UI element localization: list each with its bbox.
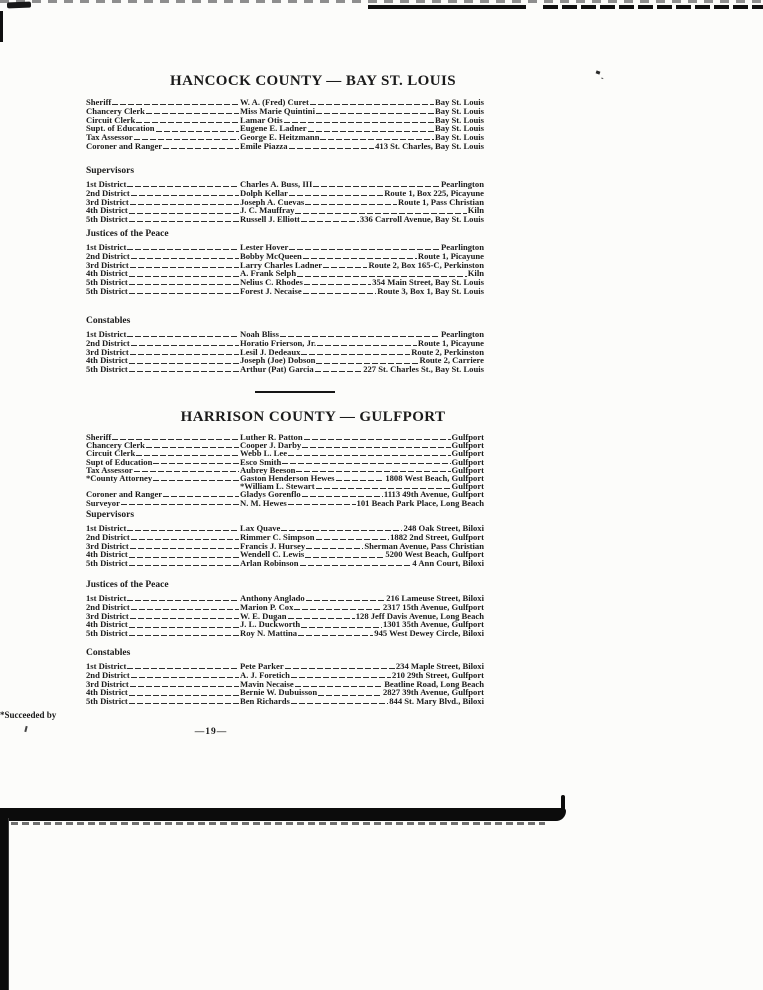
leader-line	[288, 455, 451, 456]
officer-location: Route 1, Pass Christian	[398, 196, 484, 207]
officer-name: Lester Hover	[240, 242, 289, 252]
officer-name: Joseph A. Cuevas	[240, 196, 305, 207]
leader-line	[127, 186, 239, 187]
officer-location: Route 2, Carriere	[419, 355, 484, 366]
officer-name: Wendell C. Lewis	[240, 549, 305, 560]
office-label: Circuit Clerk	[86, 114, 136, 125]
office-label: Supt of Education	[86, 456, 153, 467]
office-label: 4th District	[86, 268, 128, 279]
officer-location: Gulfport	[451, 456, 484, 467]
officer-location: Sherman Avenue, Pass Christian	[364, 540, 484, 551]
office-label: 5th District	[86, 214, 128, 225]
officer-name: J. L. Duckworth	[240, 619, 301, 630]
leader-line	[308, 131, 434, 132]
officer-group	[86, 316, 484, 374]
office-cell	[86, 629, 240, 638]
leader-line	[316, 113, 434, 114]
leader-line	[315, 371, 363, 372]
office-label: 2nd District	[86, 250, 130, 261]
officer-name: A. Frank Selph	[240, 268, 297, 279]
group-heading: Constables	[86, 316, 131, 326]
officer-name: Marion P. Cox	[240, 601, 294, 612]
directory-row-list	[86, 524, 484, 568]
leader-line	[127, 668, 239, 669]
office-label: 3rd District	[86, 678, 129, 689]
leader-line	[129, 565, 239, 566]
office-label: 3rd District	[86, 540, 129, 551]
scan-top-dashed-edge	[0, 0, 763, 3]
office-cell	[86, 697, 240, 706]
leader-line	[131, 609, 239, 610]
office-label: Sheriff	[86, 432, 112, 442]
leader-line	[130, 548, 239, 549]
office-cell	[86, 142, 240, 151]
directory-row	[86, 365, 484, 374]
office-label: 5th District	[86, 558, 128, 569]
leader-line	[305, 204, 397, 205]
leader-line	[298, 635, 373, 636]
leader-line	[301, 627, 382, 628]
directory-row-list	[86, 433, 484, 507]
scan-bottom-left-edge-bar	[0, 818, 11, 990]
office-label: 4th District	[86, 205, 128, 216]
officer-group	[86, 648, 484, 706]
name-location-cell	[240, 142, 484, 151]
officer-name: Miss Marie Quintini	[240, 105, 315, 116]
office-label: 1st District	[86, 523, 127, 533]
office-label: 2nd District	[86, 601, 130, 612]
officer-name: Gaston Henderson Hewes	[240, 472, 335, 483]
leader-line	[131, 345, 239, 346]
leader-line	[153, 463, 239, 464]
office-label: 1st District	[86, 329, 127, 339]
office-label: Coroner and Ranger	[86, 489, 163, 500]
scan-top-black-bar	[368, 5, 526, 9]
office-label: 3rd District	[86, 346, 129, 357]
office-label: Tax Assessor	[86, 132, 133, 143]
leader-line	[131, 195, 239, 196]
office-label: 5th District	[86, 285, 128, 296]
leader-line	[129, 363, 239, 364]
leader-line	[129, 695, 239, 696]
officer-name: Rimmer C. Simpson	[240, 531, 315, 542]
officer-location: Beatline Road, Long Beach	[384, 678, 484, 689]
leader-line	[127, 600, 239, 601]
scan-corner-smudge	[7, 2, 31, 9]
officer-name: Lamar Otis	[240, 114, 283, 125]
officer-location: Bay St. Louis	[435, 132, 484, 143]
leader-line	[127, 530, 239, 531]
leader-line	[302, 496, 383, 497]
officer-location: 227 St. Charles St., Bay St. Louis	[363, 364, 484, 375]
officer-name: Anthony Anglado	[240, 593, 305, 603]
leader-line	[136, 455, 239, 456]
officer-name: Bernie W. Dubuisson	[240, 687, 318, 698]
officer-name: J. C. Mauffray	[240, 205, 295, 216]
directory-row-list	[86, 662, 484, 706]
office-cell	[86, 474, 240, 482]
leader-line	[289, 195, 383, 196]
officer-name: Emile Piazza	[240, 140, 288, 151]
name-location-cell	[240, 697, 484, 706]
officer-name: Horatio Frierson, Jr.	[240, 337, 317, 348]
officer-location: 101 Beach Park Place, Long Beach	[356, 497, 484, 508]
office-label: 4th District	[86, 619, 128, 630]
leader-line	[129, 703, 239, 704]
section-title: HANCOCK COUNTY — BAY ST. LOUIS	[170, 73, 456, 89]
leader-line	[129, 284, 239, 285]
leader-line	[310, 104, 434, 105]
officer-location: Bay St. Louis	[435, 123, 484, 134]
leader-line	[318, 695, 382, 696]
officer-location: 216 Lameuse Street, Biloxi	[386, 593, 484, 603]
leader-line	[130, 354, 239, 355]
leader-line	[127, 336, 239, 337]
leader-line	[285, 668, 395, 669]
office-label: 1st District	[86, 242, 127, 252]
leader-line	[301, 354, 410, 355]
officer-name: Charles A. Buss, III	[240, 179, 313, 189]
office-label: Coroner and Ranger	[86, 140, 163, 151]
officer-name: W. A. (Fred) Curet	[240, 97, 309, 107]
office-label: Chancery Clerk	[86, 440, 145, 451]
officer-group	[86, 166, 484, 224]
leader-line	[289, 148, 375, 149]
officer-name: Lesil J. Dedeaux	[240, 346, 301, 357]
officer-name: Mavin Necaise	[240, 678, 294, 689]
officer-location: 5200 West Beach, Gulfport	[385, 549, 484, 560]
scan-stray-mark	[596, 70, 601, 74]
officer-name: Luther R. Patton	[240, 432, 303, 442]
office-cell	[86, 365, 240, 374]
office-label: Chancery Clerk	[86, 105, 145, 116]
directory-row-list	[86, 180, 484, 224]
officer-location: Pearlington	[441, 242, 484, 252]
officer-name: Ben Richards	[240, 696, 290, 707]
section-divider-rule	[255, 391, 335, 394]
officer-group	[86, 580, 484, 638]
leader-line	[129, 276, 239, 277]
officer-location: 128 Jeff Davis Avenue, Long Beach	[355, 610, 484, 621]
office-label: 1st District	[86, 661, 127, 671]
officer-name: *William L. Stewart	[240, 481, 315, 492]
group-heading: Justices of the Peace	[86, 580, 169, 590]
leader-line	[305, 557, 384, 558]
officer-name: Lax Quave	[240, 523, 281, 533]
leader-line	[303, 258, 417, 259]
officer-group	[86, 510, 484, 568]
office-label: 2nd District	[86, 669, 130, 680]
name-location-cell	[240, 365, 484, 374]
leader-line	[291, 703, 388, 704]
officer-location: Kiln	[467, 205, 484, 216]
officer-location: 248 Oak Street, Biloxi	[403, 523, 484, 533]
officer-location: 1882 2nd Street, Gulfport	[390, 531, 484, 542]
office-label: 2nd District	[86, 531, 130, 542]
office-label: 3rd District	[86, 259, 129, 270]
directory-row-list	[86, 98, 484, 151]
officer-location: Gulfport	[451, 448, 484, 459]
office-label: Sheriff	[86, 97, 112, 107]
leader-line	[282, 463, 450, 464]
officer-name: Cooper J. Darby	[240, 440, 302, 451]
leader-line	[130, 686, 239, 687]
officer-location: Route 2, Box 165-C, Perkinston	[368, 259, 484, 270]
officer-name: A. J. Foretich	[240, 669, 290, 680]
leader-line	[163, 496, 239, 497]
office-label: Tax Assessor	[86, 464, 133, 475]
office-label: 1st District	[86, 179, 127, 189]
office-label: Supt. of Education	[86, 123, 155, 134]
officer-location: 1113 49th Avenue, Gulfport	[383, 489, 484, 500]
officer-name: Joseph (Joe) Dobson	[240, 355, 316, 366]
leader-line	[129, 371, 239, 372]
office-label: *County Attorney	[86, 472, 153, 483]
leader-line	[294, 609, 382, 610]
directory-row	[86, 142, 484, 151]
leader-line	[121, 504, 239, 505]
directory-row-list	[86, 594, 484, 638]
group-heading: Supervisors	[86, 166, 135, 176]
leader-line	[130, 267, 239, 268]
leader-line	[304, 439, 451, 440]
officer-group	[86, 229, 484, 296]
leader-line	[317, 345, 417, 346]
officer-name: Arlan Robinson	[240, 558, 299, 569]
officer-location: Pearlington	[441, 329, 484, 339]
officer-name: Russell J. Elliott	[240, 214, 300, 225]
officer-location: Kiln	[467, 268, 484, 279]
leader-line	[304, 284, 371, 285]
directory-row	[86, 499, 484, 507]
leader-line	[127, 249, 239, 250]
name-location-cell	[240, 629, 484, 638]
page-number: —19—	[194, 727, 228, 737]
directory-row	[86, 215, 484, 224]
officer-name: Francis J. Hursey	[240, 540, 306, 551]
office-label: 5th District	[86, 277, 128, 288]
officer-location: 210 29th Street, Gulfport	[392, 669, 484, 680]
leader-line	[146, 113, 239, 114]
section-title: HARRISON COUNTY — GULFPORT	[180, 409, 446, 425]
officer-name: Noah Bliss	[240, 329, 279, 339]
scan-left-edge-mark	[0, 11, 3, 42]
officer-location: Route 3, Box 1, Bay St. Louis	[377, 285, 484, 296]
office-label: 4th District	[86, 355, 128, 366]
leader-line	[300, 565, 412, 566]
officer-name: Gladys Gorenflo	[240, 489, 301, 500]
group-heading: Justices of the Peace	[86, 229, 169, 239]
leader-line	[291, 677, 391, 678]
officer-location: 336 Carroll Avenue, Bay St. Louis	[359, 214, 484, 225]
leader-line	[316, 539, 390, 540]
scan-bottom-fuzz-line	[0, 822, 545, 825]
footnote: *Succeeded by	[0, 710, 57, 720]
office-label: 3rd District	[86, 610, 129, 621]
officer-name: Dolph Kellar	[240, 187, 288, 198]
leader-line	[336, 480, 385, 481]
scan-bottom-bar-hook	[561, 795, 565, 811]
officer-name: W. E. Dugan	[240, 610, 287, 621]
officer-name: Forest J. Necaise	[240, 285, 302, 296]
officer-location: Pearlington	[441, 179, 484, 189]
directory-row	[86, 629, 484, 638]
officer-location: Bay St. Louis	[435, 97, 484, 107]
officer-location: 234 Maple Street, Biloxi	[395, 661, 484, 671]
office-label: 2nd District	[86, 337, 130, 348]
name-location-cell	[240, 559, 484, 568]
directory-row	[86, 697, 484, 706]
office-cell	[86, 499, 240, 507]
office-label: 5th District	[86, 628, 128, 639]
leader-line	[129, 635, 239, 636]
officer-location: 945 West Dewey Circle, Biloxi	[374, 628, 484, 639]
directory-row	[86, 287, 484, 296]
office-label: Surveyor	[86, 497, 120, 508]
leader-line	[131, 539, 239, 540]
office-label: 4th District	[86, 549, 128, 560]
leader-line	[131, 258, 239, 259]
officer-location: 1301 35th Avenue, Gulfport	[382, 619, 484, 630]
officer-name: Nelius C. Rhodes	[240, 277, 303, 288]
officer-location: 4 Ann Court, Biloxi	[412, 558, 484, 569]
leader-line	[303, 293, 377, 294]
office-cell	[86, 559, 240, 568]
leader-line	[306, 548, 363, 549]
office-cell	[86, 287, 240, 296]
leader-line	[130, 618, 239, 619]
leader-line	[129, 627, 239, 628]
officer-name: Pete Parker	[240, 661, 284, 671]
group-heading: Supervisors	[86, 510, 135, 520]
officer-location: 844 St. Mary Blvd., Biloxi	[389, 696, 484, 707]
officer-name: Esco Smith	[240, 456, 282, 467]
officer-location: Gulfport	[451, 432, 484, 442]
scan-top-black-dashes	[543, 5, 763, 9]
officer-location: Bay St. Louis	[435, 114, 484, 125]
officer-location: Bay St. Louis	[435, 105, 484, 116]
leader-line	[130, 204, 239, 205]
officer-name: Larry Charles Ladner	[240, 259, 323, 270]
leader-line	[156, 131, 239, 132]
leader-line	[153, 480, 239, 481]
leader-line	[129, 213, 239, 214]
directory-row	[86, 107, 484, 116]
officer-location: 413 St. Charles, Bay St. Louis	[375, 140, 484, 151]
officer-name: Webb L. Lee	[240, 448, 288, 459]
leader-line	[129, 221, 239, 222]
officer-location: 2317 15th Avenue, Gulfport	[382, 601, 484, 612]
officer-location: Gulfport	[451, 464, 484, 475]
officer-name: Eugene E. Ladner	[240, 123, 307, 134]
office-cell	[86, 215, 240, 224]
officer-location: Route 1, Picayune	[417, 250, 484, 261]
leader-line	[302, 447, 450, 448]
office-label: 5th District	[86, 696, 128, 707]
officer-name: Aubrey Beeson	[240, 464, 296, 475]
officer-location: Gulfport	[451, 481, 484, 492]
group-heading: Constables	[86, 648, 131, 658]
office-label: 3rd District	[86, 196, 129, 207]
officer-name: Bobby McQueen	[240, 250, 302, 261]
leader-line	[129, 293, 239, 294]
name-location-cell	[240, 215, 484, 224]
leader-line	[146, 447, 239, 448]
officer-name: Arthur (Pat) Garcia	[240, 364, 314, 375]
leader-line	[301, 221, 359, 222]
officer-name: N. M. Hewes	[240, 497, 287, 508]
officer-name: Roy N. Mattina	[240, 628, 298, 639]
office-label: 4th District	[86, 687, 128, 698]
officer-name: George E. Heitzmann	[240, 132, 320, 143]
officer-location: 2827 39th Avenue, Gulfport	[382, 687, 484, 698]
officer-location: Gulfport	[451, 440, 484, 451]
officer-location: Route 1, Box 225, Picayune	[384, 187, 484, 198]
officer-location: 354 Main Street, Bay St. Louis	[372, 277, 484, 288]
office-label: 1st District	[86, 593, 127, 603]
directory-row	[86, 559, 484, 568]
leader-line	[306, 600, 386, 601]
officer-location: 1808 West Beach, Gulfport	[385, 472, 484, 483]
scan-bottom-black-bar	[0, 808, 566, 821]
leader-line	[131, 677, 239, 678]
leader-line	[163, 148, 239, 149]
office-label: 5th District	[86, 364, 128, 375]
directory-row-list	[86, 330, 484, 374]
office-label: Circuit Clerk	[86, 448, 136, 459]
directory-row-list	[86, 243, 484, 296]
name-location-cell	[240, 287, 484, 296]
name-location-cell	[240, 499, 484, 507]
officer-location: Route 2, Perkinston	[411, 346, 484, 357]
leader-line	[129, 557, 239, 558]
leader-line	[323, 267, 367, 268]
officer-location: Route 1, Picayune	[417, 337, 484, 348]
office-label: 2nd District	[86, 187, 130, 198]
leader-line	[288, 504, 356, 505]
